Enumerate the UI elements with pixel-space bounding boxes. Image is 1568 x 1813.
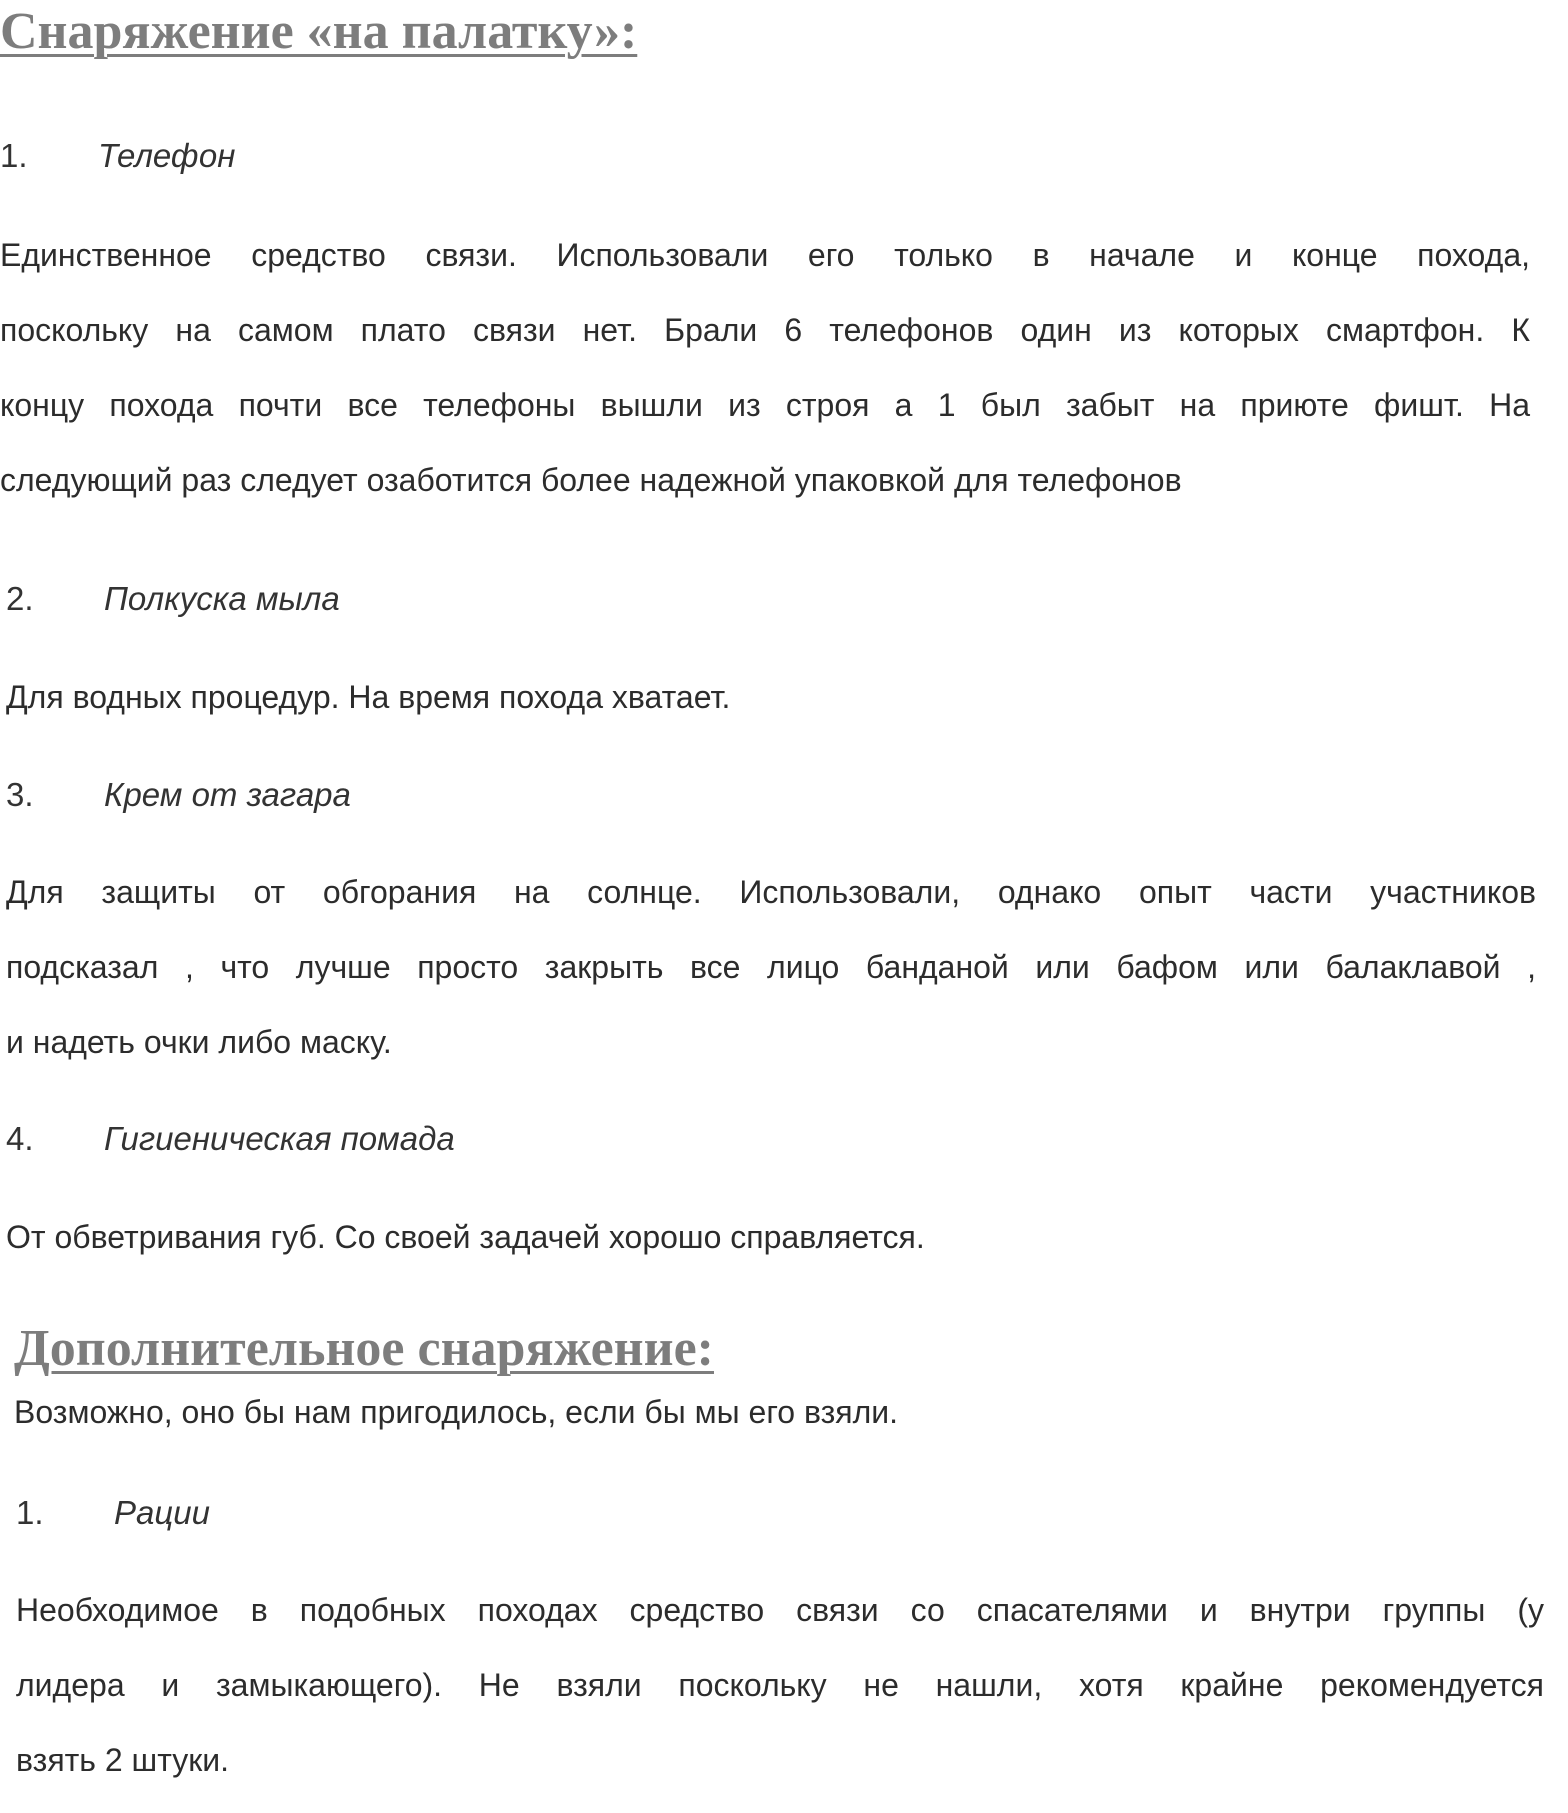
item-description-phone	[0, 218, 1530, 518]
list-item-soap	[6, 582, 340, 615]
description-line: подсказал , что лучше просто закрыть все лицо банданой или бафом или балаклавой ,	[6, 949, 1536, 985]
item-number: 3.	[6, 776, 34, 813]
item-name: Телефон	[98, 137, 236, 174]
description-line: поскольку на самом плато связи нет. Брали 6 телефонов один из которых смартфон. К	[0, 312, 1530, 348]
description-line: и надеть очки либо маску.	[6, 1024, 392, 1060]
description-line: Единственное средство связи. Использовали его только в начале и конце похода,	[0, 237, 1530, 273]
item-description-radios	[16, 1573, 1544, 1798]
item-name: Гигиеническая помада	[104, 1120, 455, 1157]
list-item-sunscreen	[6, 778, 351, 811]
description-line: От обветривания губ. Со своей задачей хорошо справляется.	[6, 1219, 925, 1255]
item-description-sunscreen	[6, 855, 1536, 1080]
item-name: Полкуска мыла	[104, 580, 340, 617]
item-number: 1.	[16, 1494, 44, 1531]
description-line: лидера и замыкающего). Не взяли поскольку не нашли, хотя крайне рекомендуется	[16, 1667, 1544, 1703]
item-description-lip-balm	[6, 1200, 1536, 1275]
description-line: следующий раз следует озаботится более надежной упаковкой для телефонов	[0, 462, 1182, 498]
item-number: 4.	[6, 1120, 34, 1157]
section-intro	[14, 1375, 1544, 1450]
item-number: 1.	[0, 137, 28, 174]
description-line: Для водных процедур. На время похода хватает.	[6, 679, 731, 715]
list-item-lip-balm	[6, 1122, 455, 1155]
list-item-radios	[16, 1496, 210, 1529]
intro-line: Возможно, оно бы нам пригодилось, если бы мы его взяли.	[14, 1394, 899, 1430]
description-line: концу похода почти все телефоны вышли из строя а 1 был забыт на приюте фишт. На	[0, 387, 1530, 423]
description-line: взять 2 штуки.	[16, 1742, 229, 1778]
section-heading-additional-gear: Дополнительное снаряжение:	[14, 1320, 714, 1377]
section-heading-tent-gear: Снаряжение «на палатку»:	[0, 3, 638, 60]
description-line: Необходимое в подобных походах средство связи со спасателями и внутри группы (у	[16, 1592, 1544, 1628]
item-name: Крем от загара	[104, 776, 351, 813]
item-name: Рации	[114, 1494, 210, 1531]
description-line: Для защиты от обгорания на солнце. Использовали, однако опыт части участников	[6, 874, 1536, 910]
item-description-soap	[6, 660, 1536, 735]
item-number: 2.	[6, 580, 34, 617]
list-item-phone	[0, 139, 235, 172]
